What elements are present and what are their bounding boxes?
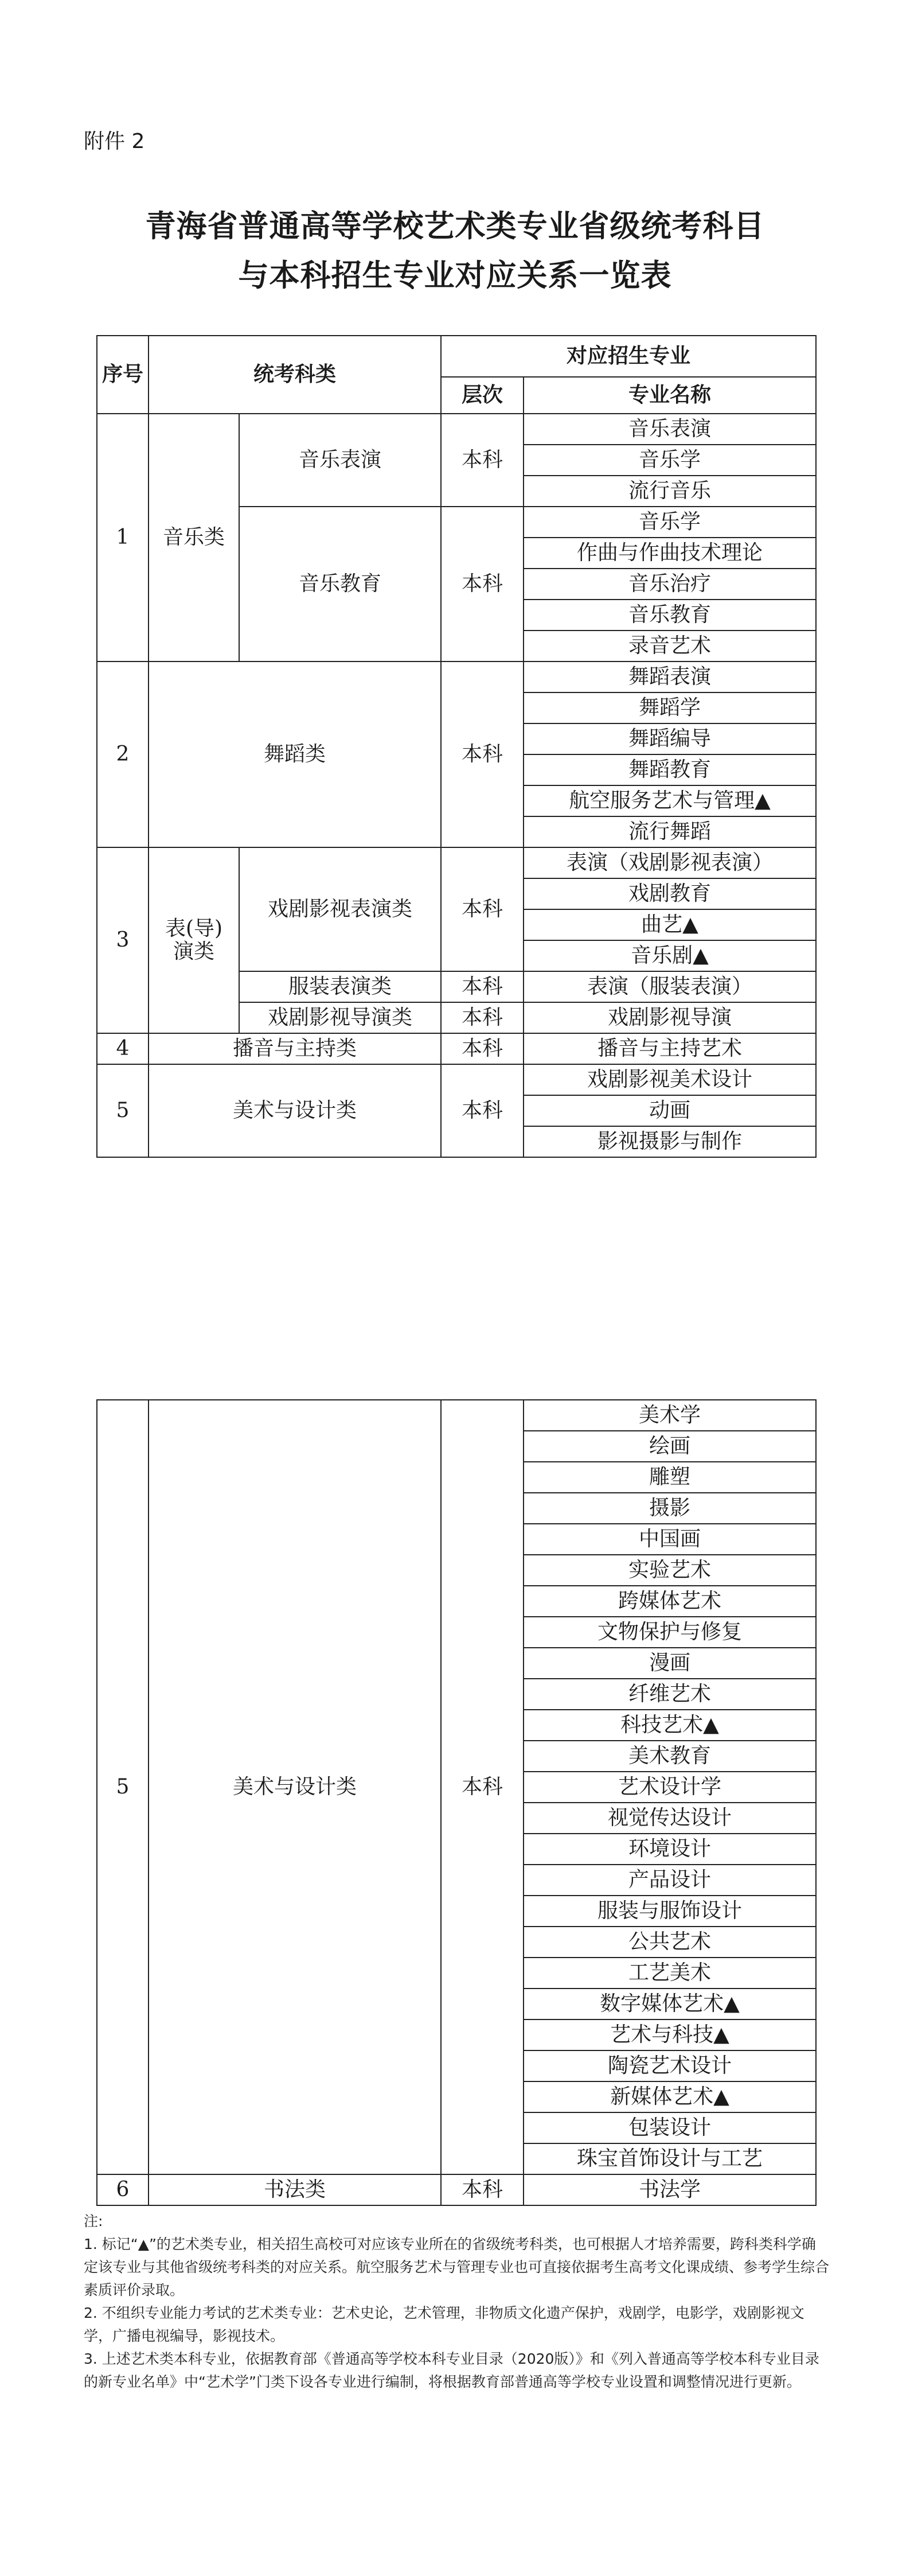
major-cell: 视觉传达设计 <box>524 1803 816 1834</box>
level-cell: 本科 <box>441 971 524 1002</box>
major-cell: 实验艺术 <box>524 1555 816 1586</box>
major-cell: 雕塑 <box>524 1462 816 1493</box>
major-cell: 环境设计 <box>524 1834 816 1865</box>
row-number: 2 <box>97 661 149 847</box>
row-number: 6 <box>97 2174 149 2205</box>
row-number: 3 <box>97 847 149 1033</box>
major-cell: 工艺美术 <box>524 1958 816 1989</box>
subcategory-cell: 戏剧影视导演类 <box>239 1002 441 1033</box>
major-cell: 音乐治疗 <box>524 569 816 600</box>
category-cell: 美术与设计类 <box>149 1400 441 2174</box>
major-cell: 流行舞蹈 <box>524 816 816 847</box>
major-cell: 文物保护与修复 <box>524 1617 816 1648</box>
major-cell: 播音与主持艺术 <box>524 1033 816 1064</box>
major-cell: 戏剧教育 <box>524 878 816 909</box>
major-cell: 戏剧影视导演 <box>524 1002 816 1033</box>
major-cell: 舞蹈学 <box>524 692 816 723</box>
subcategory-cell: 音乐表演 <box>239 414 441 507</box>
level-cell: 本科 <box>441 847 524 971</box>
major-cell: 新媒体艺术▲ <box>524 2081 816 2112</box>
major-cell: 音乐学 <box>524 507 816 538</box>
major-cell: 表演（戏剧影视表演） <box>524 847 816 878</box>
major-cell: 戏剧影视美术设计 <box>524 1064 816 1095</box>
subcategory-cell: 音乐教育 <box>239 507 441 661</box>
level-cell: 本科 <box>441 1400 524 2174</box>
major-cell: 影视摄影与制作 <box>524 1126 816 1157</box>
document-title-line1: 青海省普通高等学校艺术类专业省级统考科目 <box>145 209 765 244</box>
row-number: 5 <box>97 1400 149 2174</box>
major-cell: 服装与服饰设计 <box>524 1896 816 1927</box>
header-seq: 序号 <box>97 336 149 414</box>
header-level: 层次 <box>441 377 524 414</box>
header-exam-category: 统考科类 <box>149 336 441 414</box>
major-cell: 科技艺术▲ <box>524 1710 816 1741</box>
major-cell: 中国画 <box>524 1524 816 1555</box>
major-cell: 艺术与科技▲ <box>524 2019 816 2050</box>
major-cell: 摄影 <box>524 1493 816 1524</box>
major-cell: 珠宝首饰设计与工艺 <box>524 2143 816 2174</box>
major-cell: 公共艺术 <box>524 1927 816 1958</box>
subject-major-table-part2 <box>96 1399 817 2206</box>
major-cell: 纤维艺术 <box>524 1679 816 1710</box>
major-cell: 包装设计 <box>524 2112 816 2143</box>
major-cell: 作曲与作曲技术理论 <box>524 538 816 569</box>
major-cell: 流行音乐 <box>524 476 816 507</box>
notes-section <box>84 2210 829 2394</box>
major-cell: 舞蹈教育 <box>524 754 816 785</box>
header-admission-major: 对应招生专业 <box>441 336 816 377</box>
level-cell: 本科 <box>441 414 524 507</box>
note-item: 3. 上述艺术类本科专业，依据教育部《普通高等学校本科专业目录（2020版）》和《列入普通高等学校本科专业目录的新专业名单》中“艺术学”门类下设各专业进行编制，将根据教育部普通高等学校专业设置和调整情况进行更新。 <box>84 2351 819 2390</box>
major-cell: 曲艺▲ <box>524 909 816 940</box>
major-cell: 音乐教育 <box>524 600 816 631</box>
row-number: 5 <box>97 1064 149 1157</box>
major-cell: 表演（服装表演） <box>524 971 816 1002</box>
major-cell: 陶瓷艺术设计 <box>524 2050 816 2081</box>
major-cell: 动画 <box>524 1095 816 1126</box>
major-cell: 音乐剧▲ <box>524 940 816 971</box>
major-cell: 音乐学 <box>524 445 816 476</box>
header-major-name: 专业名称 <box>524 377 816 414</box>
major-cell: 舞蹈编导 <box>524 723 816 754</box>
major-cell: 跨媒体艺术 <box>524 1586 816 1617</box>
major-cell: 航空服务艺术与管理▲ <box>524 785 816 816</box>
category-cell: 舞蹈类 <box>149 661 441 847</box>
category-cell: 书法类 <box>149 2174 441 2205</box>
level-cell: 本科 <box>441 1064 524 1157</box>
major-cell: 舞蹈表演 <box>524 661 816 692</box>
major-cell: 音乐表演 <box>524 414 816 445</box>
note-item: 1. 标记“▲”的艺术类专业，相关招生高校可对应该专业所在的省级统考科类，也可根据人才培养需要，跨科类科学确定该专业与其他省级统考科类的对应关系。航空服务艺术与管理专业也可直接依据考生高考文化课成绩、参考学生综合素质评价录取。 <box>84 2236 830 2298</box>
level-cell: 本科 <box>441 661 524 847</box>
subject-major-table-part1 <box>96 335 817 1158</box>
row-number: 4 <box>97 1033 149 1064</box>
major-cell: 绘画 <box>524 1431 816 1462</box>
major-cell: 书法学 <box>524 2174 816 2205</box>
notes-heading: 注: <box>84 2213 103 2229</box>
major-cell: 美术学 <box>524 1400 816 1431</box>
category-cell: 美术与设计类 <box>149 1064 441 1157</box>
major-cell: 数字媒体艺术▲ <box>524 1989 816 2019</box>
subcategory-cell: 服装表演类 <box>239 971 441 1002</box>
category-cell: 音乐类 <box>149 414 239 661</box>
document-title-line2: 与本科招生专业对应关系一览表 <box>238 258 672 293</box>
major-cell: 产品设计 <box>524 1865 816 1896</box>
major-cell: 美术教育 <box>524 1741 816 1772</box>
category-cell: 表(导)演类 <box>149 847 239 1033</box>
level-cell: 本科 <box>441 1033 524 1064</box>
category-cell: 播音与主持类 <box>149 1033 441 1064</box>
note-item: 2. 不组织专业能力考试的艺术类专业：艺术史论，艺术管理，非物质文化遗产保护，戏剧学，电影学，戏剧影视文学，广播电视编导，影视技术。 <box>84 2305 804 2344</box>
major-cell: 漫画 <box>524 1648 816 1679</box>
level-cell: 本科 <box>441 2174 524 2205</box>
major-cell: 艺术设计学 <box>524 1772 816 1803</box>
level-cell: 本科 <box>441 507 524 661</box>
subcategory-cell: 戏剧影视表演类 <box>239 847 441 971</box>
level-cell: 本科 <box>441 1002 524 1033</box>
major-cell: 录音艺术 <box>524 631 816 661</box>
row-number: 1 <box>97 414 149 661</box>
attachment-label: 附件 2 <box>84 130 145 153</box>
